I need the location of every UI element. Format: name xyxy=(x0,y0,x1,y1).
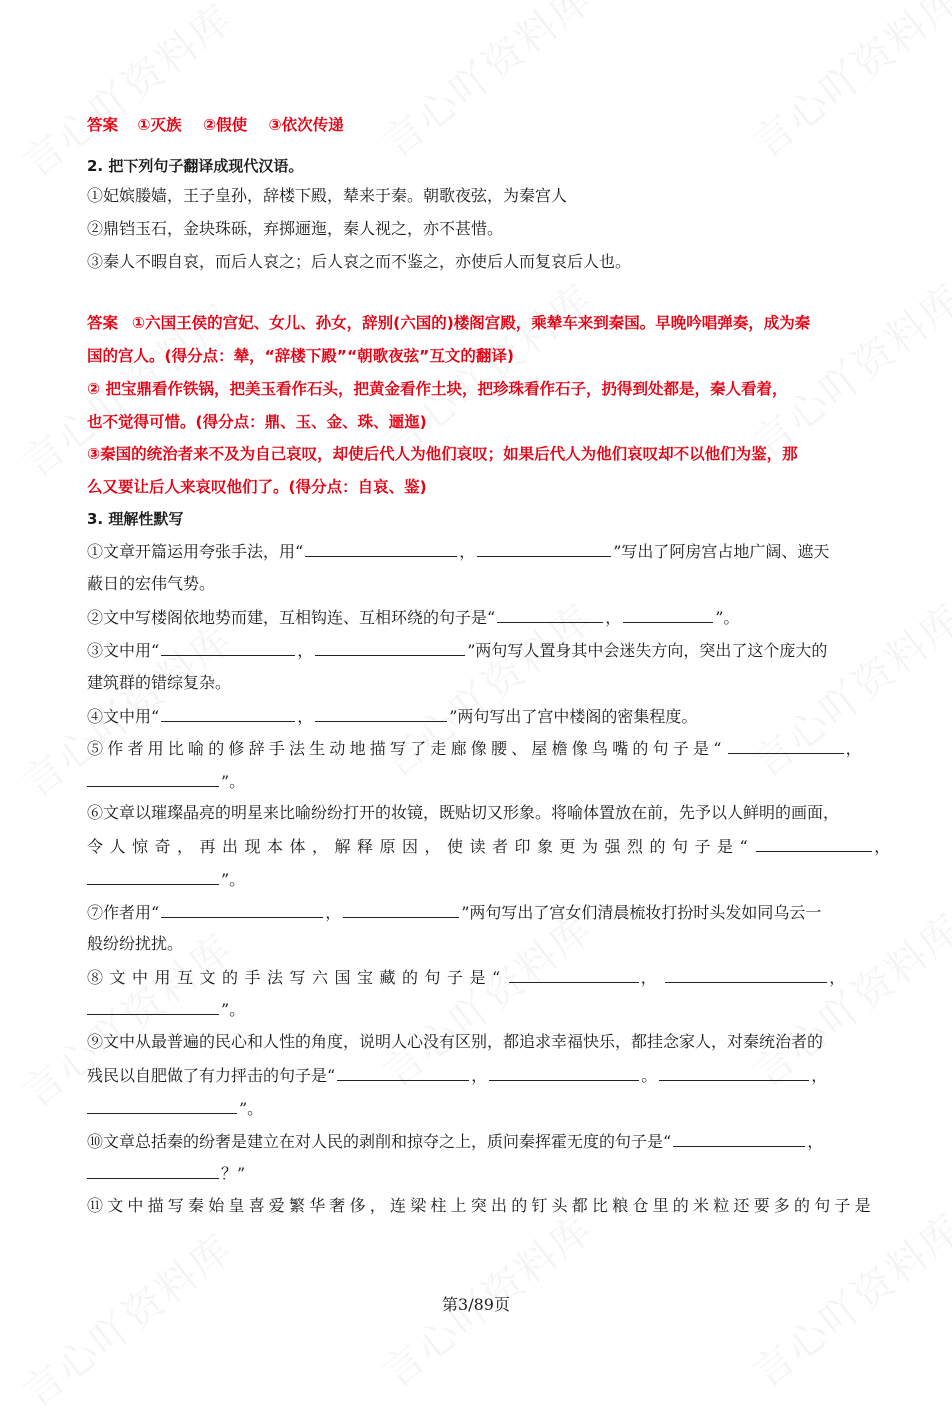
q3-item-1 xyxy=(87,540,829,563)
answer-label: 答案 xyxy=(87,116,119,134)
item-text: ⑧文中用互文的手法写六国宝藏的句子是“ xyxy=(87,968,507,987)
q3-item-1-cont: 蔽日的宏伟气势。 xyxy=(87,574,216,593)
item-text: ”。 xyxy=(239,1099,264,1118)
item-text: ⑤作者用比喻的修辞手法生动地描写了走廊像腰、屋檐像鸟嘴的句子是“ xyxy=(87,739,726,758)
item-text: ②文中写楼阁依地势而建，互相钩连、互相环绕的句子是“ xyxy=(87,608,496,627)
item-text: ”两句写出了宫中楼阁的密集程度。 xyxy=(449,707,698,726)
fill-blank[interactable] xyxy=(756,835,872,852)
item-text: 。 xyxy=(641,1066,658,1085)
q3-item-10-cont xyxy=(87,1162,245,1185)
fill-blank[interactable] xyxy=(315,705,447,722)
q3-item-5 xyxy=(87,737,866,760)
fill-blank[interactable] xyxy=(509,966,639,983)
item-text: ？” xyxy=(221,1164,246,1183)
q2-sentence-3: ③秦人不暇自哀，而后人哀之；后人哀之而不鉴之，亦使后人而复哀后人也。 xyxy=(87,252,632,271)
q3-item-8-cont xyxy=(87,998,245,1021)
fill-blank[interactable] xyxy=(337,1064,469,1081)
answer-item: ②假使 xyxy=(202,116,248,134)
item-text: ”。 xyxy=(221,1000,246,1019)
fill-blank[interactable] xyxy=(87,1097,237,1114)
q3-item-9-cont2 xyxy=(87,1097,263,1120)
item-text: 残民以自肥做了有力抨击的句子是“ xyxy=(87,1066,336,1085)
answer-item: ③依次传递 xyxy=(268,116,344,134)
fill-blank[interactable] xyxy=(87,868,219,885)
fill-blank[interactable] xyxy=(673,1130,805,1147)
answer-q2-line-6: 么又要让后人来哀叹他们了。(得分点：自哀、鉴) xyxy=(87,478,427,496)
fill-blank[interactable] xyxy=(161,901,323,918)
fill-blank[interactable] xyxy=(161,705,295,722)
fill-blank[interactable] xyxy=(659,1064,809,1081)
fill-blank[interactable] xyxy=(87,770,219,787)
item-text: ”两句写出了宫女们清晨梳妆打扮时头发如同乌云一 xyxy=(461,903,822,922)
item-text: 令人惊奇，再出现本体，解释原因，使读者印象更为强烈的句子是“ xyxy=(87,837,755,856)
item-text: ④文中用“ xyxy=(87,707,160,726)
fill-blank[interactable] xyxy=(497,606,603,623)
q3-item-11: ⑪文中描写秦始皇喜爱繁华奢侈，连梁柱上突出的钉头都比粮仓里的米粒还要多的句子是 xyxy=(87,1196,875,1215)
item-text: ”两句写人置身其中会迷失方向，突出了这个庞大的 xyxy=(467,641,828,660)
fill-blank[interactable] xyxy=(728,737,844,754)
answer-q2-line-5: ③秦国的统治者来不及为自己哀叹，却使后代人为他们哀叹；如果后代人为他们哀叹却不以他们为鉴，那 xyxy=(87,445,798,463)
q3-item-6: ⑥文章以璀璨晶亮的明星来比喻纷纷打开的妆镜，既贴切又形象。将喻体置放在前，先予以人鲜明的画面， xyxy=(87,803,840,822)
item-text: ， xyxy=(297,641,314,660)
answer-q2-line-3: ② 把宝鼎看作铁锅，把美玉看作石头，把黄金看作土块，把珍珠看作石子，扔得到处都是，秦人看着， xyxy=(87,380,788,398)
answer-text: ①六国王侯的宫妃、女儿、孙女，辞别(六国的)楼阁宫殿，乘辇车来到秦国。早晚吟唱弹奏，成为秦 xyxy=(132,314,811,332)
item-text: ， xyxy=(459,542,476,561)
fill-blank[interactable] xyxy=(623,606,713,623)
item-text: ， xyxy=(807,1132,824,1151)
item-text: ”。 xyxy=(715,608,740,627)
watermark xyxy=(369,268,603,468)
q3-item-3-cont: 建筑群的错综复杂。 xyxy=(87,673,232,692)
q3-item-3 xyxy=(87,639,827,662)
q2-sentence-2: ②鼎铛玉石，金块珠砾，弃掷逦迤，秦人视之，亦不甚惜。 xyxy=(87,219,504,238)
fill-blank[interactable] xyxy=(161,639,295,656)
watermark xyxy=(9,1218,243,1418)
q3-item-7-cont: 般纷纷扰扰。 xyxy=(87,934,184,953)
watermark xyxy=(739,268,952,468)
item-text: ⑦作者用“ xyxy=(87,903,160,922)
q3-item-6-cont2 xyxy=(87,868,245,891)
item-text: ， xyxy=(297,707,314,726)
answer-label: 答案 xyxy=(87,314,119,332)
item-text: ， xyxy=(325,903,342,922)
question-2-title: 2. 把下列句子翻译成现代汉语。 xyxy=(87,157,304,175)
q3-item-9: ⑨文中从最普遍的民心和人性的角度，说明人心没有区别，都追求幸福快乐，都挂念家人，对秦统治者的 xyxy=(87,1032,824,1051)
item-text: ， xyxy=(829,968,852,987)
answer-q2-line-4: 也不觉得可惜。(得分点：鼎、玉、金、珠、逦迤) xyxy=(87,413,427,431)
item-text: ， xyxy=(845,739,866,758)
fill-blank[interactable] xyxy=(477,540,611,557)
page-indicator: 第3/89页 xyxy=(442,1295,510,1314)
q3-item-2 xyxy=(87,606,739,629)
item-text: ， xyxy=(471,1066,488,1085)
q3-item-4 xyxy=(87,705,697,728)
fill-blank[interactable] xyxy=(305,540,457,557)
q3-item-6-cont xyxy=(87,835,897,858)
fill-blank[interactable] xyxy=(343,901,459,918)
watermark xyxy=(739,0,952,169)
q3-item-5-cont xyxy=(87,770,245,793)
q3-item-7 xyxy=(87,901,821,924)
item-text: ”。 xyxy=(221,870,246,889)
item-text: ， xyxy=(640,968,664,987)
q3-item-9-cont xyxy=(87,1064,827,1087)
item-text: ， xyxy=(874,837,897,856)
item-text: ”写出了阿房宫占地广阔、遮天 xyxy=(613,542,830,561)
item-text: ”。 xyxy=(221,772,246,791)
answer-item: ①灭族 xyxy=(137,116,182,134)
item-text: ， xyxy=(605,608,622,627)
answer-q2-line-2: 国的宫人。(得分点：辇，“辞楼下殿”“朝歌夜弦”互文的翻译) xyxy=(87,347,514,365)
item-text: ①文章开篇运用夸张手法，用“ xyxy=(87,542,304,561)
fill-blank[interactable] xyxy=(87,998,219,1015)
fill-blank[interactable] xyxy=(665,966,827,983)
q3-item-10 xyxy=(87,1130,823,1153)
fill-blank[interactable] xyxy=(489,1064,639,1081)
item-text: ， xyxy=(811,1066,828,1085)
q2-sentence-1: ①妃嫔媵嫱，王子皇孙，辞楼下殿，辇来于秦。朝歌夜弦，为秦宫人 xyxy=(87,186,568,205)
answer-q1 xyxy=(87,114,360,136)
watermark xyxy=(369,0,603,169)
q3-item-8 xyxy=(87,966,852,989)
fill-blank[interactable] xyxy=(315,639,465,656)
answer-q2-line-1 xyxy=(87,312,810,334)
fill-blank[interactable] xyxy=(87,1162,219,1179)
item-text: ⑩文章总括秦的纷奢是建立在对人民的剥削和掠夺之上，质问秦挥霍无度的句子是“ xyxy=(87,1132,672,1151)
question-3-title: 3. 理解性默写 xyxy=(87,510,184,528)
item-text: ③文中用“ xyxy=(87,641,160,660)
